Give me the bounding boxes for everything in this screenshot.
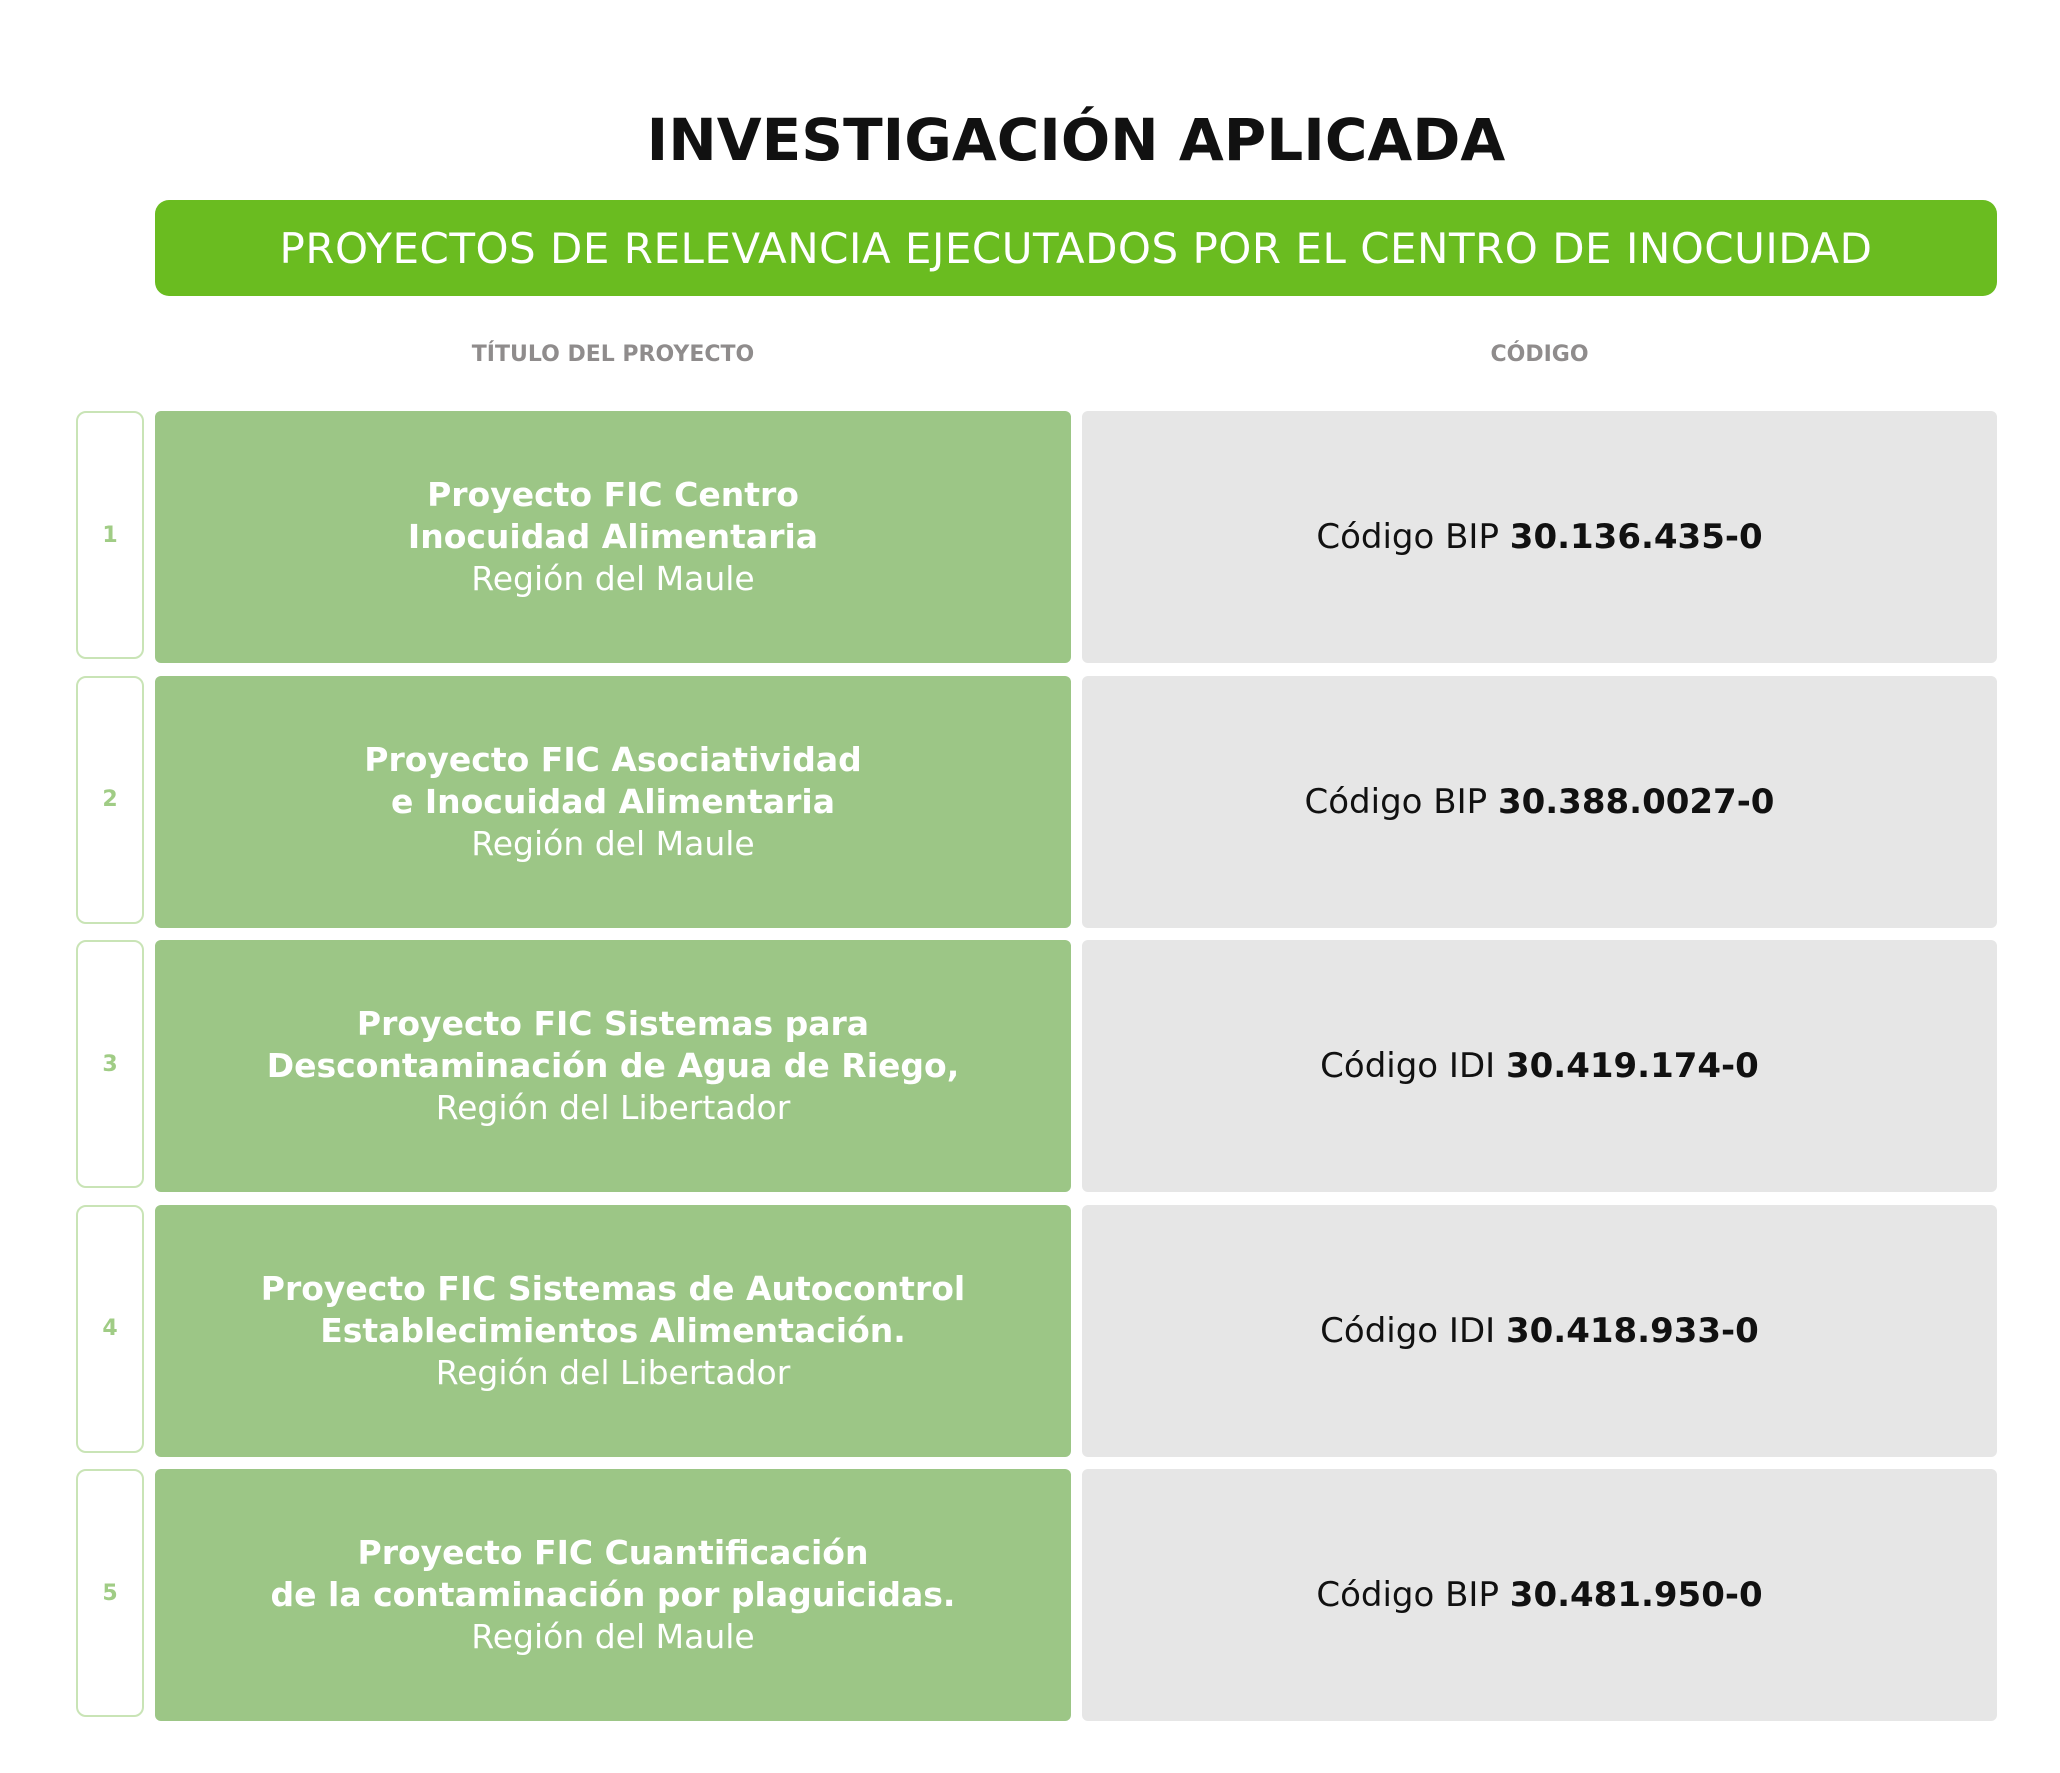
project-title-line: Inocuidad Alimentaria bbox=[407, 517, 819, 556]
table-row bbox=[0, 411, 2060, 663]
row-number-box bbox=[76, 411, 144, 659]
table-row bbox=[0, 676, 2060, 928]
project-title-line: Establecimientos Alimentación. bbox=[320, 1310, 906, 1350]
project-region: Región del Maule bbox=[471, 1617, 755, 1656]
row-number: 2 bbox=[102, 787, 118, 812]
project-code-cell bbox=[1082, 411, 1997, 663]
table-row bbox=[0, 940, 2060, 1192]
project-region: Región del Maule bbox=[471, 823, 755, 863]
table-row bbox=[0, 1205, 2060, 1457]
project-title-cell bbox=[155, 1469, 1071, 1721]
project-region: Región del Libertador bbox=[435, 1088, 791, 1127]
row-number: 1 bbox=[102, 522, 118, 548]
row-number-box bbox=[76, 940, 144, 1188]
code-value: 30.418.933-0 bbox=[1505, 1310, 1759, 1351]
code-prefix: Código BIP bbox=[1316, 517, 1499, 557]
project-code-cell bbox=[1082, 940, 1997, 1192]
project-title-line: de la contaminación por plaguicidas. bbox=[270, 1575, 956, 1614]
code-prefix: Código IDI bbox=[1320, 1046, 1496, 1086]
row-number-box bbox=[76, 1205, 144, 1453]
table-row bbox=[0, 1469, 2060, 1721]
project-region: Región del Maule bbox=[471, 559, 755, 598]
row-number: 5 bbox=[102, 1580, 118, 1606]
row-number: 4 bbox=[102, 1316, 118, 1341]
code-value: 30.419.174-0 bbox=[1505, 1046, 1759, 1086]
project-title-cell bbox=[155, 940, 1071, 1192]
section-banner bbox=[155, 200, 1997, 296]
project-code-cell bbox=[1082, 1469, 1997, 1721]
project-code-cell bbox=[1082, 676, 1997, 928]
code-value: 30.481.950-0 bbox=[1509, 1575, 1763, 1615]
project-region: Región del Libertador bbox=[435, 1352, 791, 1392]
page-title: INVESTIGACIÓN APLICADA bbox=[646, 106, 1506, 174]
project-title-line: Proyecto FIC Sistemas de Autocontrol bbox=[260, 1268, 966, 1308]
project-title-cell bbox=[155, 411, 1071, 663]
banner-text: PROYECTOS DE RELEVANCIA EJECUTADOS POR EL CENTRO DE INOCUIDAD bbox=[279, 223, 1873, 273]
code-value: 30.136.435-0 bbox=[1509, 517, 1763, 557]
project-code-cell bbox=[1082, 1205, 1997, 1457]
projects-table bbox=[0, 411, 2060, 1734]
project-title-line: Proyecto FIC Sistemas para bbox=[356, 1004, 870, 1043]
row-number-box bbox=[76, 1469, 144, 1717]
column-header-code: CÓDIGO bbox=[1490, 342, 1589, 367]
project-title-line: Proyecto FIC Cuantificación bbox=[357, 1533, 869, 1572]
row-number-box bbox=[76, 676, 144, 924]
column-header-title: TÍTULO DEL PROYECTO bbox=[471, 342, 755, 367]
code-prefix: Código BIP bbox=[1316, 1575, 1499, 1615]
project-title-line: Descontaminación de Agua de Riego, bbox=[266, 1046, 960, 1085]
project-title-cell bbox=[155, 676, 1071, 928]
code-prefix: Código IDI bbox=[1320, 1310, 1496, 1351]
project-title-cell bbox=[155, 1205, 1071, 1457]
project-title-line: e Inocuidad Alimentaria bbox=[390, 781, 835, 821]
project-title-line: Proyecto FIC Asociatividad bbox=[364, 739, 862, 779]
row-number: 3 bbox=[102, 1051, 118, 1077]
code-value: 30.388.0027-0 bbox=[1497, 781, 1775, 822]
project-title-line: Proyecto FIC Centro bbox=[427, 475, 799, 514]
code-prefix: Código BIP bbox=[1304, 781, 1488, 822]
